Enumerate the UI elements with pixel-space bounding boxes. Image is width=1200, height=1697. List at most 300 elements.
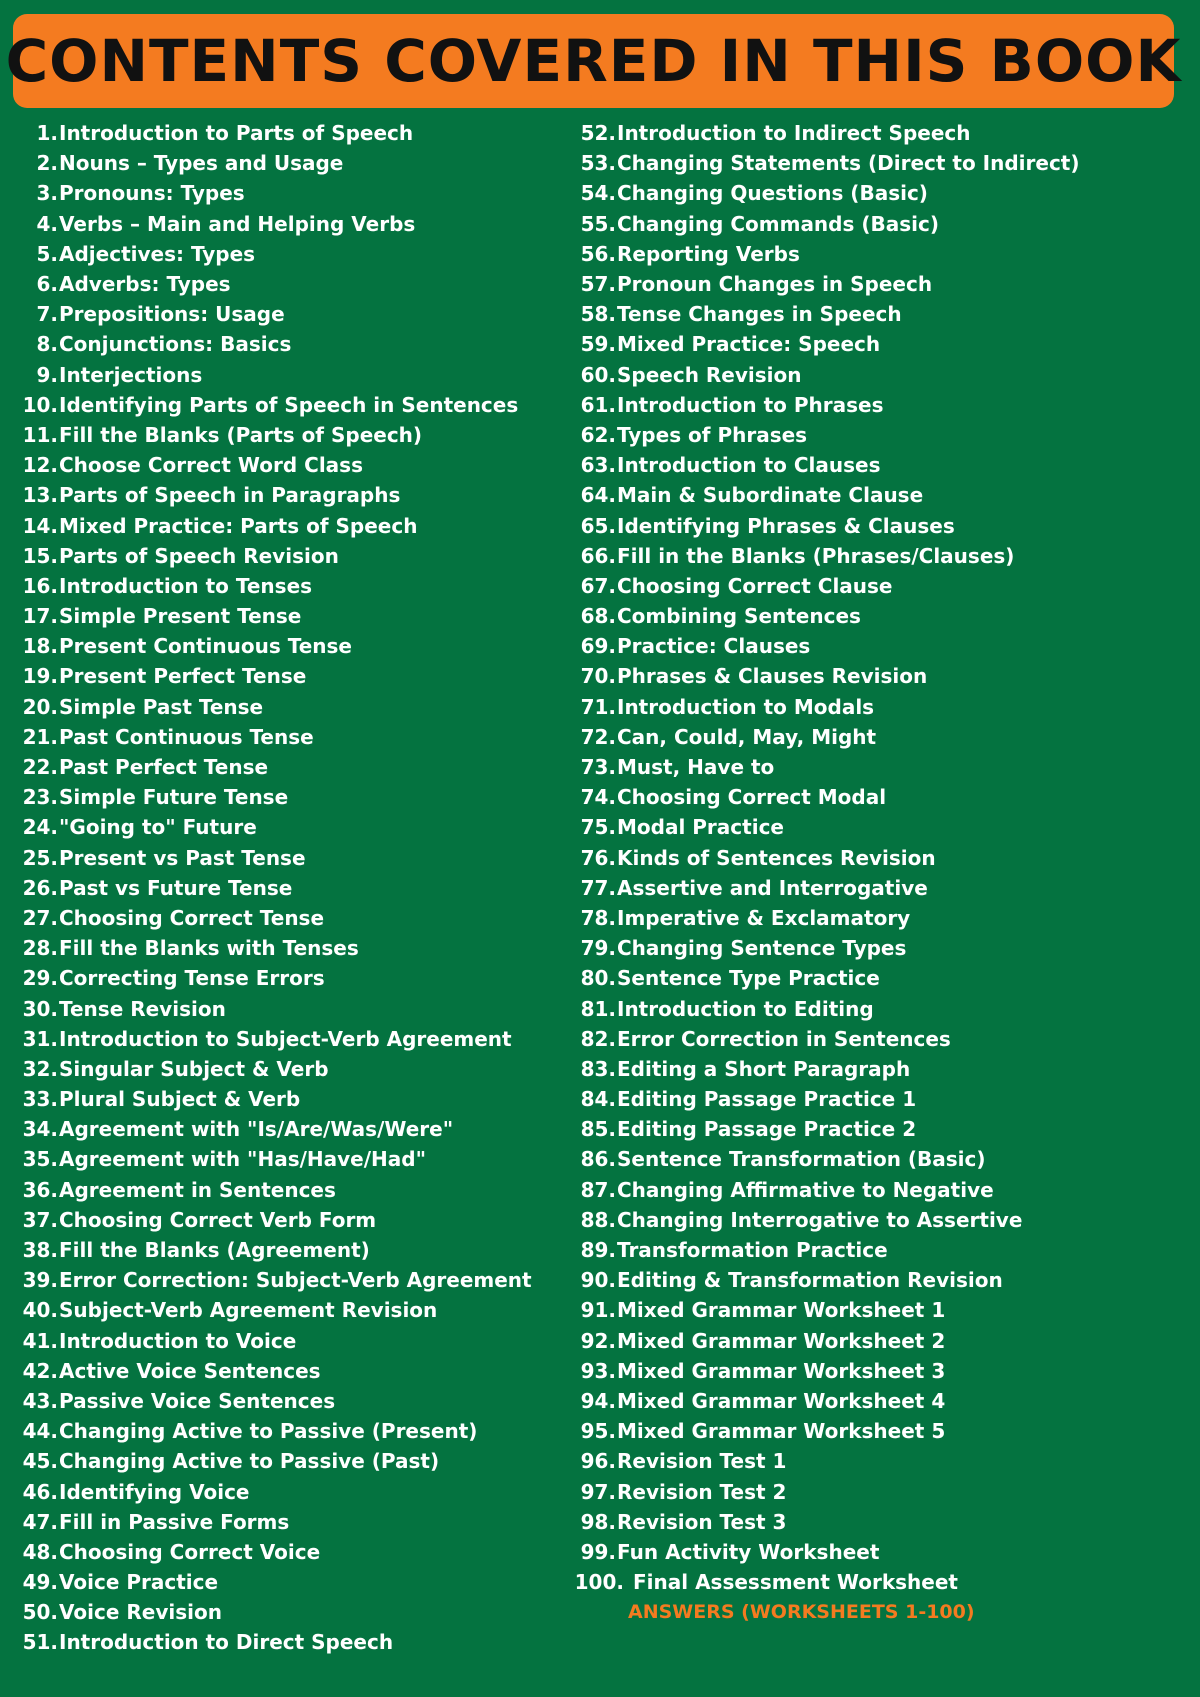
item-number: 48. bbox=[22, 1539, 58, 1564]
item-title: Combining Sentences bbox=[617, 604, 861, 629]
item-number: 68. bbox=[580, 604, 616, 629]
item-title: Imperative & Exclamatory bbox=[617, 905, 911, 930]
item-title: Simple Past Tense bbox=[59, 694, 264, 719]
item-title: Changing Active to Passive (Present) bbox=[59, 1419, 478, 1444]
item-title: Sentence Type Practice bbox=[617, 966, 880, 991]
contents-item bbox=[560, 510, 1200, 540]
item-number: 50. bbox=[22, 1600, 58, 1625]
item-title: Introduction to Direct Speech bbox=[59, 1630, 394, 1655]
item-title: Can, Could, May, Might bbox=[617, 724, 877, 749]
contents-item bbox=[0, 1446, 580, 1476]
item-title: Editing a Short Paragraph bbox=[617, 1056, 911, 1081]
item-title: Identifying Parts of Speech in Sentences bbox=[59, 392, 519, 417]
item-title: Present Perfect Tense bbox=[59, 664, 307, 689]
item-number: 94. bbox=[580, 1388, 616, 1413]
contents-item bbox=[0, 1356, 580, 1386]
item-number: 65. bbox=[580, 513, 616, 538]
contents-item bbox=[560, 541, 1200, 571]
contents-item bbox=[0, 1597, 580, 1627]
item-number: 37. bbox=[22, 1207, 58, 1232]
item-number: 14. bbox=[22, 513, 58, 538]
item-number: 41. bbox=[22, 1328, 58, 1353]
item-number: 88. bbox=[580, 1207, 616, 1232]
item-number: 93. bbox=[580, 1358, 616, 1383]
contents-item bbox=[560, 903, 1200, 933]
item-number: 66. bbox=[580, 543, 616, 568]
contents-item bbox=[560, 1416, 1200, 1446]
item-title: Practice: Clauses bbox=[617, 634, 811, 659]
item-title: Mixed Grammar Worksheet 5 bbox=[617, 1419, 946, 1444]
item-number: 90. bbox=[580, 1268, 616, 1293]
item-title: Prepositions: Usage bbox=[59, 302, 285, 327]
contents-item bbox=[0, 450, 580, 480]
item-title: Past vs Future Tense bbox=[59, 875, 293, 900]
item-number: 38. bbox=[22, 1238, 58, 1263]
item-number: 5. bbox=[36, 241, 58, 266]
item-title: Mixed Grammar Worksheet 3 bbox=[617, 1358, 946, 1383]
contents-item bbox=[560, 1356, 1200, 1386]
contents-item bbox=[560, 571, 1200, 601]
contents-item bbox=[560, 1024, 1200, 1054]
item-title: Identifying Phrases & Clauses bbox=[617, 513, 955, 538]
title-banner bbox=[5, 14, 1182, 108]
item-number: 71. bbox=[580, 694, 616, 719]
contents-item bbox=[0, 1507, 580, 1537]
contents-item bbox=[560, 1205, 1200, 1235]
item-number: 79. bbox=[580, 936, 616, 961]
item-title: Reporting Verbs bbox=[617, 241, 800, 266]
item-title: Past Continuous Tense bbox=[59, 724, 314, 749]
item-number: 45. bbox=[22, 1449, 58, 1474]
item-number: 62. bbox=[580, 422, 616, 447]
item-title: Transformation Practice bbox=[617, 1238, 888, 1263]
contents-item bbox=[0, 1024, 580, 1054]
contents-item bbox=[0, 178, 580, 208]
item-title: Fun Activity Worksheet bbox=[617, 1539, 880, 1564]
item-number: 99. bbox=[580, 1539, 616, 1564]
item-number: 20. bbox=[22, 694, 58, 719]
contents-item bbox=[560, 450, 1200, 480]
contents-item bbox=[0, 903, 580, 933]
item-number: 51. bbox=[22, 1630, 58, 1655]
item-title: Introduction to Clauses bbox=[617, 453, 881, 478]
item-number: 44. bbox=[22, 1419, 58, 1444]
item-title: Tense Revision bbox=[59, 996, 226, 1021]
item-number: 95. bbox=[580, 1419, 616, 1444]
contents-item bbox=[0, 360, 580, 390]
item-number: 21. bbox=[22, 724, 58, 749]
contents-item bbox=[0, 1114, 580, 1144]
page-title: CONTENTS COVERED IN THIS BOOK bbox=[5, 27, 1182, 95]
item-number: 78. bbox=[580, 905, 616, 930]
item-title: Mixed Practice: Parts of Speech bbox=[59, 513, 418, 538]
item-number: 58. bbox=[580, 302, 616, 327]
item-number: 98. bbox=[580, 1509, 616, 1534]
item-number: 60. bbox=[580, 362, 616, 387]
contents-item bbox=[560, 752, 1200, 782]
item-number: 39. bbox=[22, 1268, 58, 1293]
contents-item bbox=[560, 420, 1200, 450]
item-number: 1. bbox=[36, 121, 58, 146]
contents-item bbox=[0, 601, 580, 631]
item-title: Pronoun Changes in Speech bbox=[617, 272, 933, 297]
item-number: 89. bbox=[580, 1238, 616, 1263]
item-title: Correcting Tense Errors bbox=[59, 966, 325, 991]
item-title: Conjunctions: Basics bbox=[59, 332, 292, 357]
item-title: Editing Passage Practice 1 bbox=[617, 1087, 917, 1112]
item-title: Error Correction in Sentences bbox=[617, 1026, 951, 1051]
item-number: 85. bbox=[580, 1117, 616, 1142]
contents-item bbox=[560, 601, 1200, 631]
contents-item bbox=[0, 541, 580, 571]
item-number: 70. bbox=[580, 664, 616, 689]
contents-item bbox=[560, 1114, 1200, 1144]
item-title: Choose Correct Word Class bbox=[59, 453, 363, 478]
item-number: 12. bbox=[22, 453, 58, 478]
contents-item bbox=[0, 933, 580, 963]
item-title: Phrases & Clauses Revision bbox=[617, 664, 928, 689]
contents-item bbox=[0, 873, 580, 903]
contents-item bbox=[0, 1235, 580, 1265]
contents-item bbox=[0, 390, 580, 420]
contents-item bbox=[560, 480, 1200, 510]
contents-item bbox=[560, 148, 1200, 178]
item-title: Changing Active to Passive (Past) bbox=[59, 1449, 440, 1474]
item-title: Nouns – Types and Usage bbox=[59, 151, 344, 176]
item-number: 18. bbox=[22, 634, 58, 659]
item-number: 100. bbox=[574, 1570, 624, 1595]
item-number: 83. bbox=[580, 1056, 616, 1081]
contents-item bbox=[560, 178, 1200, 208]
item-number: 35. bbox=[22, 1147, 58, 1172]
item-title: Fill the Blanks (Agreement) bbox=[59, 1238, 370, 1263]
contents-item bbox=[0, 1326, 580, 1356]
contents-item bbox=[0, 148, 580, 178]
contents-item bbox=[560, 843, 1200, 873]
item-title: Fill in Passive Forms bbox=[59, 1509, 290, 1534]
contents-list-right bbox=[560, 118, 1200, 1597]
item-title: Choosing Correct Verb Form bbox=[59, 1207, 377, 1232]
item-number: 77. bbox=[580, 875, 616, 900]
contents-item bbox=[560, 782, 1200, 812]
item-title: Identifying Voice bbox=[59, 1479, 250, 1504]
item-title: Pronouns: Types bbox=[59, 181, 245, 206]
contents-item bbox=[0, 1476, 580, 1506]
item-number: 86. bbox=[580, 1147, 616, 1172]
contents-item bbox=[0, 510, 580, 540]
contents-item bbox=[560, 118, 1200, 148]
item-number: 25. bbox=[22, 845, 58, 870]
contents-item bbox=[0, 1175, 580, 1205]
item-title: Fill the Blanks with Tenses bbox=[59, 936, 359, 961]
item-title: Main & Subordinate Clause bbox=[617, 483, 924, 508]
contents-item bbox=[0, 269, 580, 299]
contents-item bbox=[0, 1386, 580, 1416]
item-title: Editing Passage Practice 2 bbox=[617, 1117, 917, 1142]
item-title: Parts of Speech Revision bbox=[59, 543, 339, 568]
item-number: 96. bbox=[580, 1449, 616, 1474]
item-number: 46. bbox=[22, 1479, 58, 1504]
contents-item bbox=[0, 722, 580, 752]
contents-item bbox=[560, 1054, 1200, 1084]
item-number: 57. bbox=[580, 272, 616, 297]
item-title: Assertive and Interrogative bbox=[617, 875, 928, 900]
item-number: 30. bbox=[22, 996, 58, 1021]
item-number: 91. bbox=[580, 1298, 616, 1323]
item-number: 32. bbox=[22, 1056, 58, 1081]
item-number: 97. bbox=[580, 1479, 616, 1504]
contents-item bbox=[0, 661, 580, 691]
item-title: Choosing Correct Voice bbox=[59, 1539, 321, 1564]
item-number: 26. bbox=[22, 875, 58, 900]
item-number: 40. bbox=[22, 1298, 58, 1323]
contents-item bbox=[560, 722, 1200, 752]
item-title: Introduction to Modals bbox=[617, 694, 875, 719]
contents-item bbox=[560, 1235, 1200, 1265]
item-number: 28. bbox=[22, 936, 58, 961]
item-title: Types of Phrases bbox=[617, 422, 808, 447]
item-title: Mixed Grammar Worksheet 4 bbox=[617, 1388, 946, 1413]
contents-item bbox=[560, 269, 1200, 299]
item-number: 10. bbox=[22, 392, 58, 417]
contents-item bbox=[0, 1144, 580, 1174]
contents-item bbox=[0, 1537, 580, 1567]
item-number: 6. bbox=[36, 272, 58, 297]
item-title: Parts of Speech in Paragraphs bbox=[59, 483, 401, 508]
item-title: Simple Present Tense bbox=[59, 604, 302, 629]
item-title: Editing & Transformation Revision bbox=[617, 1268, 1003, 1293]
item-title: Fill in the Blanks (Phrases/Clauses) bbox=[617, 543, 1015, 568]
contents-item bbox=[0, 1054, 580, 1084]
contents-item bbox=[0, 1627, 580, 1657]
item-title: Mixed Grammar Worksheet 2 bbox=[617, 1328, 946, 1353]
item-title: Revision Test 3 bbox=[617, 1509, 787, 1534]
contents-item bbox=[0, 631, 580, 661]
item-number: 3. bbox=[36, 181, 58, 206]
contents-item bbox=[560, 963, 1200, 993]
item-number: 72. bbox=[580, 724, 616, 749]
contents-item bbox=[560, 993, 1200, 1023]
contents-item bbox=[0, 420, 580, 450]
contents-item bbox=[560, 661, 1200, 691]
contents-item bbox=[0, 299, 580, 329]
item-number: 11. bbox=[22, 422, 58, 447]
item-title: Changing Questions (Basic) bbox=[617, 181, 928, 206]
item-number: 24. bbox=[22, 815, 58, 840]
item-title: Passive Voice Sentences bbox=[59, 1388, 336, 1413]
item-number: 19. bbox=[22, 664, 58, 689]
contents-item bbox=[560, 1476, 1200, 1506]
item-title: Interjections bbox=[59, 362, 203, 387]
item-title: Introduction to Parts of Speech bbox=[59, 121, 414, 146]
item-number: 56. bbox=[580, 241, 616, 266]
item-title: Introduction to Subject-Verb Agreement bbox=[59, 1026, 512, 1051]
contents-item bbox=[560, 1507, 1200, 1537]
item-title: Voice Revision bbox=[59, 1600, 222, 1625]
item-title: Choosing Correct Modal bbox=[617, 785, 887, 810]
contents-item bbox=[0, 480, 580, 510]
item-title: Revision Test 1 bbox=[617, 1449, 787, 1474]
item-number: 49. bbox=[22, 1570, 58, 1595]
item-title: Agreement with "Has/Have/Had" bbox=[59, 1147, 427, 1172]
contents-item bbox=[560, 812, 1200, 842]
item-number: 63. bbox=[580, 453, 616, 478]
contents-item bbox=[0, 1265, 580, 1295]
item-title: Agreement with "Is/Are/Was/Were" bbox=[59, 1117, 454, 1142]
item-title: Adverbs: Types bbox=[59, 272, 231, 297]
item-title: Error Correction: Subject-Verb Agreement bbox=[59, 1268, 532, 1293]
contents-item bbox=[560, 1326, 1200, 1356]
item-title: Changing Commands (Basic) bbox=[617, 211, 939, 236]
item-title: Choosing Correct Clause bbox=[617, 573, 893, 598]
item-number: 55. bbox=[580, 211, 616, 236]
item-number: 42. bbox=[22, 1358, 58, 1383]
item-title: Mixed Grammar Worksheet 1 bbox=[617, 1298, 946, 1323]
item-title: Sentence Transformation (Basic) bbox=[617, 1147, 986, 1172]
item-number: 16. bbox=[22, 573, 58, 598]
item-title: Changing Sentence Types bbox=[617, 936, 907, 961]
contents-item bbox=[560, 360, 1200, 390]
item-title: Tense Changes in Speech bbox=[617, 302, 902, 327]
item-number: 81. bbox=[580, 996, 616, 1021]
contents-item bbox=[0, 118, 580, 148]
item-title: Present Continuous Tense bbox=[59, 634, 352, 659]
item-title: Must, Have to bbox=[617, 755, 775, 780]
contents-item bbox=[0, 209, 580, 239]
contents-item bbox=[560, 1386, 1200, 1416]
contents-item bbox=[0, 812, 580, 842]
item-number: 52. bbox=[580, 121, 616, 146]
contents-item bbox=[0, 1295, 580, 1325]
contents-item bbox=[0, 239, 580, 269]
item-title: Changing Statements (Direct to Indirect) bbox=[617, 151, 1080, 176]
item-title: Kinds of Sentences Revision bbox=[617, 845, 936, 870]
item-number: 23. bbox=[22, 785, 58, 810]
item-title: Adjectives: Types bbox=[59, 241, 256, 266]
item-number: 33. bbox=[22, 1087, 58, 1112]
contents-item bbox=[0, 1084, 580, 1114]
item-title: Introduction to Tenses bbox=[59, 573, 313, 598]
answers-label: ANSWERS (WORKSHEETS 1-100) bbox=[628, 1601, 975, 1623]
item-title: Choosing Correct Tense bbox=[59, 905, 325, 930]
contents-item bbox=[0, 993, 580, 1023]
item-title: Subject-Verb Agreement Revision bbox=[59, 1298, 438, 1323]
item-title: Final Assessment Worksheet bbox=[633, 1570, 958, 1595]
contents-item bbox=[560, 1144, 1200, 1174]
item-title: Simple Future Tense bbox=[59, 785, 289, 810]
item-number: 7. bbox=[36, 302, 58, 327]
contents-item bbox=[560, 631, 1200, 661]
contents-list-left bbox=[0, 118, 580, 1658]
item-number: 17. bbox=[22, 604, 58, 629]
contents-item bbox=[560, 1265, 1200, 1295]
contents-item bbox=[0, 571, 580, 601]
item-number: 2. bbox=[36, 151, 58, 176]
item-number: 15. bbox=[22, 543, 58, 568]
item-number: 4. bbox=[36, 211, 58, 236]
item-title: Active Voice Sentences bbox=[59, 1358, 321, 1383]
item-title: "Going to" Future bbox=[59, 815, 257, 840]
item-number: 67. bbox=[580, 573, 616, 598]
contents-item bbox=[560, 933, 1200, 963]
item-number: 13. bbox=[22, 483, 58, 508]
contents-item bbox=[560, 692, 1200, 722]
item-title: Fill the Blanks (Parts of Speech) bbox=[59, 422, 423, 447]
contents-item bbox=[560, 1567, 1200, 1597]
item-number: 47. bbox=[22, 1509, 58, 1534]
item-title: Mixed Practice: Speech bbox=[617, 332, 881, 357]
contents-item bbox=[0, 963, 580, 993]
item-number: 64. bbox=[580, 483, 616, 508]
item-title: Introduction to Indirect Speech bbox=[617, 121, 971, 146]
item-number: 87. bbox=[580, 1177, 616, 1202]
contents-item bbox=[560, 1537, 1200, 1567]
contents-item bbox=[560, 209, 1200, 239]
item-number: 69. bbox=[580, 634, 616, 659]
contents-item bbox=[560, 239, 1200, 269]
item-number: 53. bbox=[580, 151, 616, 176]
item-number: 34. bbox=[22, 1117, 58, 1142]
item-number: 36. bbox=[22, 1177, 58, 1202]
contents-item bbox=[0, 1567, 580, 1597]
item-title: Plural Subject & Verb bbox=[59, 1087, 301, 1112]
item-title: Present vs Past Tense bbox=[59, 845, 306, 870]
item-title: Changing Affirmative to Negative bbox=[617, 1177, 994, 1202]
contents-item bbox=[560, 1175, 1200, 1205]
item-title: Voice Practice bbox=[59, 1570, 219, 1595]
item-number: 43. bbox=[22, 1388, 58, 1413]
item-number: 31. bbox=[22, 1026, 58, 1051]
contents-item bbox=[0, 752, 580, 782]
item-title: Introduction to Voice bbox=[59, 1328, 297, 1353]
item-number: 61. bbox=[580, 392, 616, 417]
item-number: 84. bbox=[580, 1087, 616, 1112]
contents-item bbox=[560, 1084, 1200, 1114]
item-title: Modal Practice bbox=[617, 815, 784, 840]
contents-item bbox=[0, 1416, 580, 1446]
contents-item bbox=[0, 692, 580, 722]
item-title: Introduction to Editing bbox=[617, 996, 874, 1021]
item-number: 82. bbox=[580, 1026, 616, 1051]
contents-item bbox=[0, 843, 580, 873]
contents-item bbox=[560, 390, 1200, 420]
item-title: Speech Revision bbox=[617, 362, 802, 387]
item-title: Agreement in Sentences bbox=[59, 1177, 336, 1202]
item-number: 22. bbox=[22, 755, 58, 780]
item-number: 73. bbox=[580, 755, 616, 780]
item-number: 29. bbox=[22, 966, 58, 991]
item-title: Changing Interrogative to Assertive bbox=[617, 1207, 1023, 1232]
item-number: 80. bbox=[580, 966, 616, 991]
item-title: Past Perfect Tense bbox=[59, 755, 269, 780]
contents-item bbox=[560, 1446, 1200, 1476]
item-title: Verbs – Main and Helping Verbs bbox=[59, 211, 416, 236]
item-number: 74. bbox=[580, 785, 616, 810]
item-title: Introduction to Phrases bbox=[617, 392, 884, 417]
contents-item bbox=[560, 299, 1200, 329]
contents-item bbox=[560, 873, 1200, 903]
item-number: 75. bbox=[580, 815, 616, 840]
item-title: Singular Subject & Verb bbox=[59, 1056, 329, 1081]
item-number: 8. bbox=[36, 332, 58, 357]
contents-item bbox=[0, 782, 580, 812]
item-number: 9. bbox=[36, 362, 58, 387]
contents-item bbox=[560, 329, 1200, 359]
item-number: 59. bbox=[580, 332, 616, 357]
item-number: 27. bbox=[22, 905, 58, 930]
item-number: 92. bbox=[580, 1328, 616, 1353]
contents-item bbox=[0, 329, 580, 359]
